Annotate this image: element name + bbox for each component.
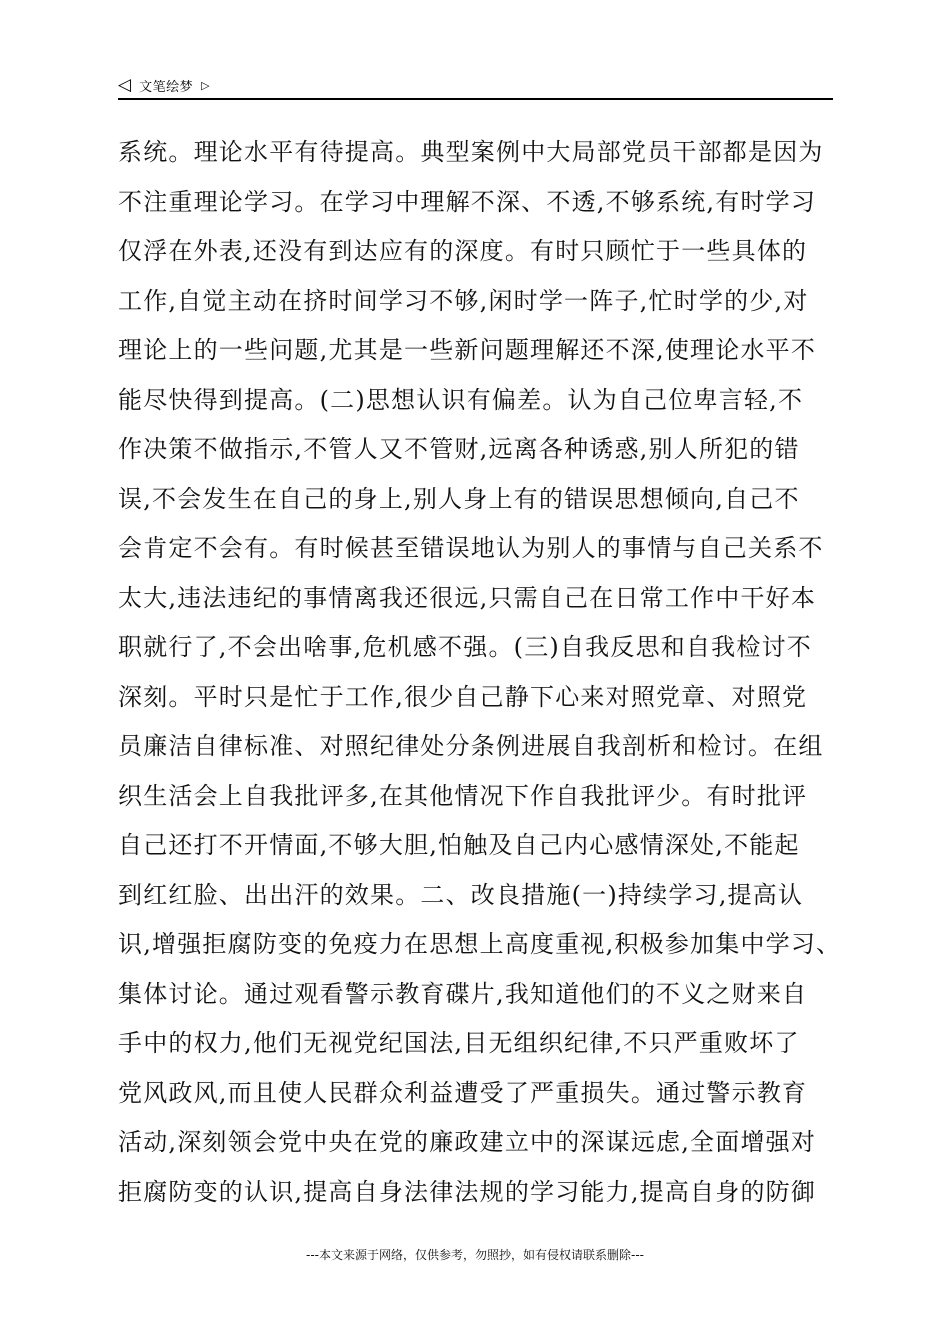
body-line: 能尽快得到提高。(二)思想认识有偏差。认为自己位卑言轻,不 [118, 385, 804, 414]
body-line: 工作,自觉主动在挤时间学习不够,闲时学一阵子,忙时学的少,对 [118, 286, 809, 315]
body-line: 自己还打不开情面,不够大胆,怕触及自己内心感情深处,不能起 [118, 831, 800, 859]
header-title: 文笔绘梦 [139, 79, 194, 95]
body-line: 党风政风,而且使人民群众利益遭受了严重损失。通过警示教育 [118, 1078, 808, 1107]
document-body [118, 128, 858, 1217]
body-line: 会肯定不会有。有时候甚至错误地认为别人的事情与自己关系不 [118, 534, 824, 562]
body-line: 员廉洁自律标准、对照纪律处分条例进展自我剖析和检讨。在组 [118, 732, 824, 760]
body-line: 到红红脸、出出汗的效果。二、改良措施(一)持续学习,提高认 [118, 880, 804, 909]
body-line: 手中的权力,他们无视党纪国法,目无组织纪律,不只严重败坏了 [118, 1029, 800, 1057]
triangle-right-icon: ▷ [201, 78, 210, 92]
body-line: 理论上的一些问题,尤其是一些新问题理解还不深,使理论水平不 [118, 336, 817, 364]
body-line: 仅浮在外表,还没有到达应有的深度。有时只顾忙于一些具体的 [118, 237, 808, 265]
body-line: 误,不会发生在自己的身上,别人身上有的错误思想倾向,自己不 [118, 484, 800, 513]
page-footer: ---本文来源于网络，仅供参考，勿照抄，如有侵权请联系删除--- [306, 1248, 644, 1262]
body-line: 织生活会上自我批评多,在其他情况下作自我批评少。有时批评 [118, 781, 808, 810]
body-line: 职就行了,不会出啥事,危机感不强。(三)自我反思和自我检讨不 [118, 633, 812, 661]
body-line: 系统。理论水平有待提高。典型案例中大局部党员干部都是因为 [118, 138, 824, 166]
body-line: 作决策不做指示,不管人又不管财,远离各种诱惑,别人所犯的错 [118, 435, 800, 463]
body-line: 不注重理论学习。在学习中理解不深、不透,不够系统,有时学习 [118, 187, 817, 216]
body-line: 活动,深刻领会党中央在党的廉政建立中的深谋远虑,全面增强对 [118, 1128, 817, 1156]
body-line: 深刻。平时只是忙于工作,很少自己静下心来对照党章、对照党 [118, 682, 808, 711]
page-header [118, 72, 833, 100]
body-line: 拒腐防变的认识,提高自身法律法规的学习能力,提高自身的防御 [118, 1177, 817, 1206]
body-line: 集体讨论。通过观看警示教育碟片,我知道他们的不义之财来自 [118, 979, 808, 1008]
triangle-left-icon: ◁ [118, 74, 132, 95]
body-line: 太大,违法违纪的事情离我还很远,只需自己在日常工作中干好本 [118, 583, 817, 612]
body-line: 识,增强拒腐防变的免疫力在思想上高度重视,积极参加集中学习、 [118, 930, 842, 958]
